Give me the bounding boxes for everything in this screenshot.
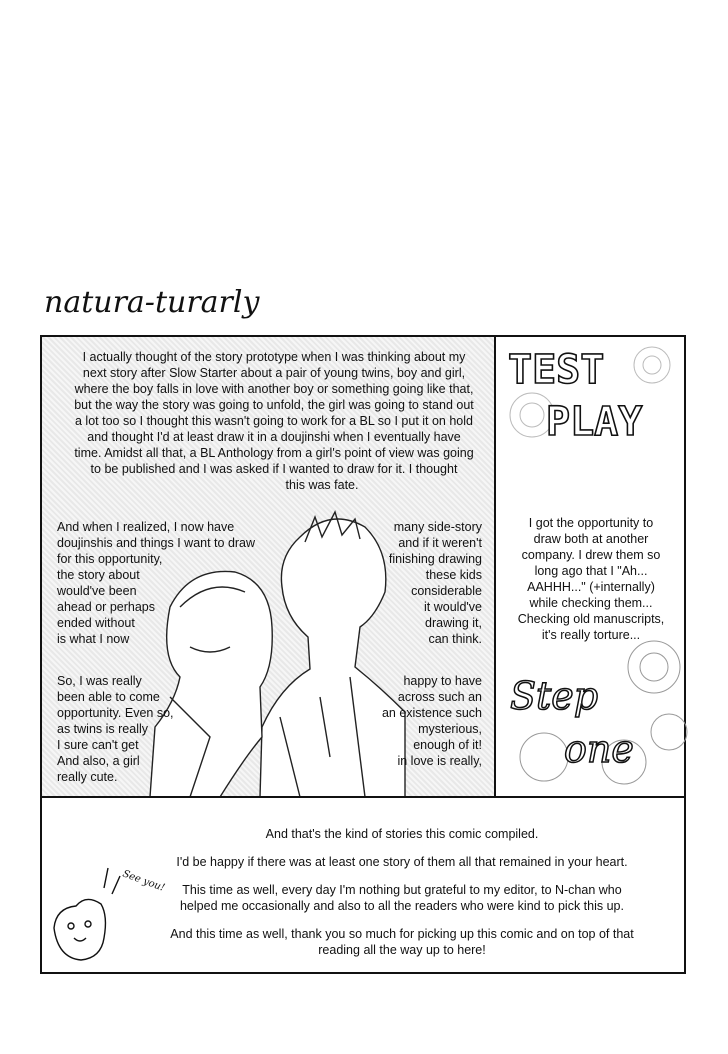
right-line: many side-story xyxy=(393,520,482,534)
left-line: And also, a girl xyxy=(57,754,140,768)
right-line: can think. xyxy=(428,632,482,646)
left-line: ended without xyxy=(57,616,135,630)
step-one-art xyxy=(504,637,680,787)
left-column-2 xyxy=(57,673,174,785)
right-line: in love is really, xyxy=(397,754,482,768)
handwritten-title xyxy=(40,282,420,322)
test-play-panel xyxy=(494,335,686,798)
afterword-paragraph: And this time as well, thank you so much for picking up this comic and on top of that reading all the way up to here! xyxy=(170,927,634,957)
right-line: across such an xyxy=(397,690,482,704)
test-play-text: I got the opportunity to draw both at another company. I drew them so long ago that I "Ah... AAHHH..." (+internally) while checking them... Checking old manuscripts, it's really torture... xyxy=(517,516,665,642)
right-line: enough of it! xyxy=(413,738,482,752)
main-panel xyxy=(40,335,498,798)
left-line: And when I realized, I now have xyxy=(57,520,235,534)
intro-text: I actually thought of the story prototype when I was thinking about my next story after Slow Starter about a pair of young twins, boy and girl, where the boy falls in love with another boy or something going like that, but the way the story was going to unfold, the girl was going to stand out a lot too so I thought this wasn't going to work for a BL so I put it on hold and thought I'd at least draw it in a doujinshi when I eventually have time. Amidst all that, a BL Anthology from a girl's point of view was going to be published and I was asked if I wanted to draw for it. I thought xyxy=(74,350,474,476)
left-line: opportunity. Even so, xyxy=(57,706,174,720)
page-title xyxy=(40,282,420,322)
right-line: it would've xyxy=(424,600,482,614)
step-word: Step xyxy=(510,674,599,718)
right-line: finishing drawing xyxy=(388,552,482,566)
left-line: So, I was really xyxy=(57,674,142,688)
right-line: an existence such xyxy=(381,706,482,720)
play-word: PLAY xyxy=(546,399,643,445)
mascot-note: See you! xyxy=(120,868,167,894)
right-line: mysterious, xyxy=(418,722,482,736)
afterword-paragraph: And that's the kind of stories this comic compiled. xyxy=(265,827,539,841)
right-column-2 xyxy=(382,673,482,769)
left-line: as twins is really xyxy=(57,722,148,736)
left-line: ahead or perhaps xyxy=(57,600,155,614)
right-line: happy to have xyxy=(403,674,482,688)
left-line: the story about xyxy=(57,568,140,582)
afterword-panel xyxy=(40,796,686,974)
intro-end-text: this was fate. xyxy=(285,478,359,492)
mascot-doodle xyxy=(46,858,167,968)
test-word: TEST xyxy=(508,347,605,393)
right-line: and if it weren't xyxy=(398,536,482,550)
afterword-paragraph: This time as well, every day I'm nothing but grateful to my editor, to N-chan who helped me occasionally and also to all the readers who were kind to pick this up. xyxy=(179,883,624,913)
one-word: one xyxy=(564,727,634,771)
right-line: drawing it, xyxy=(425,616,482,630)
left-line: really cute. xyxy=(57,770,118,784)
right-line: these kids xyxy=(425,568,482,582)
left-line: is what I now xyxy=(57,632,130,646)
left-line: for this opportunity, xyxy=(57,552,163,566)
left-line: doujinshis and things I want to draw xyxy=(57,536,256,550)
right-line: considerable xyxy=(411,584,482,598)
intro-paragraph xyxy=(74,349,474,493)
test-play-title xyxy=(502,345,678,447)
title-text: natura-turarly xyxy=(44,285,260,320)
right-column-1 xyxy=(389,519,482,647)
afterword-text xyxy=(162,826,642,970)
left-column-1 xyxy=(57,519,255,647)
left-line: would've been xyxy=(57,584,137,598)
left-line: I sure can't get xyxy=(57,738,139,752)
left-line: been able to come xyxy=(57,690,160,704)
afterword-paragraph: I'd be happy if there was at least one story of them all that remained in your heart. xyxy=(176,855,628,869)
